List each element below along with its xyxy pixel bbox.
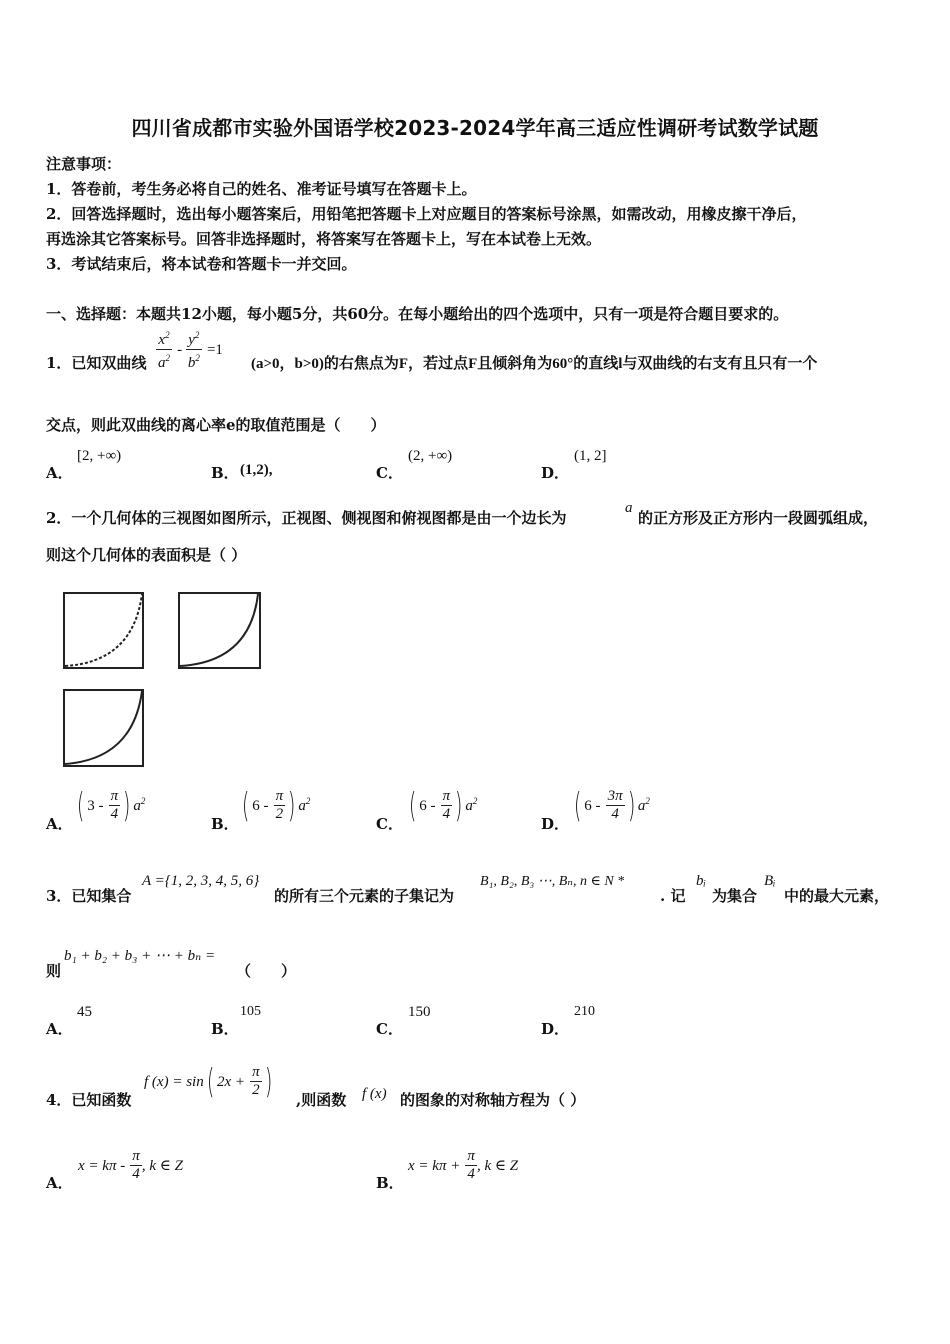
- q2-option-value: ( 6 - $\frac{\pi}{2}$ ) $a^2$: [241, 785, 311, 826]
- q2-option-label: A．: [46, 815, 73, 833]
- notice-item: 再选涂其它答案标号。回答非选择题时，将答案写在答题卡上，写在本试卷上无效。: [46, 230, 602, 248]
- notice-heading: 注意事项：: [46, 155, 122, 173]
- top-view-arc: [65, 691, 142, 765]
- q3-option-label: D．: [541, 1020, 570, 1038]
- q1-option-label: D．: [541, 464, 570, 482]
- q4-option-value: x = kπ - $\frac{\pi}{4}$ , k ∈ Z: [78, 1148, 183, 1182]
- q1-option-label: C．: [376, 464, 403, 482]
- q2-line1a: 2．一个几何体的三视图如图所示，正视图、侧视图和俯视图都是由一个边长为: [46, 509, 567, 527]
- q2-option-value: ( 3 - $\frac{\pi}{4}$ ) $a^2$: [76, 785, 146, 826]
- q3-line2b: （ ）: [236, 962, 297, 980]
- q3-option-label: C．: [376, 1020, 403, 1038]
- front-view-arc: [65, 594, 142, 667]
- q4-option-label: B．: [376, 1174, 404, 1192]
- q1-option-value: (2, +∞): [408, 448, 453, 464]
- q2-option-value: ( 6 - $\frac{3\pi}{4}$ ) $a^2$: [573, 785, 650, 826]
- q3-sum: b₁ + b₂ + b₃ + ⋯ + bₙ =: [64, 948, 216, 964]
- q3-option-value: 45: [77, 1004, 92, 1020]
- q3-dot: . 记: [660, 887, 686, 905]
- q2-option-value: ( 6 - $\frac{\pi}{4}$ ) $a^2$: [408, 785, 478, 826]
- q4-end: 的图象的对称轴方程为（ ）: [400, 1091, 586, 1109]
- q3-option-value: 105: [240, 1004, 261, 1019]
- q3-prefix: 3．已知集合: [46, 887, 132, 905]
- notice-item: 3．考试结束后，将本试卷和答题卡一并交回。: [46, 255, 357, 273]
- q1-option-label: A．: [46, 464, 73, 482]
- q3-subsets: B₁, B₂, B₃ ⋯, Bₙ, n ∈ N *: [480, 874, 625, 889]
- q3-option-label: B．: [211, 1020, 239, 1038]
- q2-var: a: [625, 500, 633, 516]
- q3-option-label: A．: [46, 1020, 73, 1038]
- q1-line2: 交点，则此双曲线的离心率e的取值范围是（ ）: [46, 416, 386, 434]
- side-view-arc: [180, 594, 259, 667]
- q3-end: 中的最大元素，: [784, 887, 890, 905]
- notice-item: 2．回答选择题时，选出每小题答案后，用铅笔把答题卡上对应题目的答案标号涂黑，如需改动，用橡皮擦干净后，: [46, 205, 807, 223]
- q1-option-value: (1, 2]: [574, 448, 607, 464]
- q1-hyperbola-equation: $\frac{x^2}{a^2}$ - $\frac{y^2}{b^2}$ =1: [156, 327, 223, 372]
- q4-option-label: A．: [46, 1174, 73, 1192]
- q1-prefix: 1．已知双曲线: [46, 354, 147, 372]
- q4-function: f (x) = sin( 2x + $\frac{\pi}{2}$ ): [144, 1061, 272, 1102]
- q3-option-value: 150: [408, 1004, 431, 1020]
- q3-line2a: 则: [46, 962, 62, 980]
- q3-set: A ={1, 2, 3, 4, 5, 6}: [142, 873, 260, 889]
- q1-option-label: B．: [211, 464, 239, 482]
- page-title: 四川省成都市实验外国语学校2023-2024学年高三适应性调研考试数学试题: [131, 116, 819, 140]
- q4-option-value: x = kπ + $\frac{\pi}{4}$ , k ∈ Z: [408, 1148, 519, 1182]
- q4-fx: f (x): [362, 1086, 387, 1102]
- q3-option-value: 210: [574, 1004, 595, 1019]
- section-heading: 一、选择题：本题共12小题，每小题5分，共60分。在每小题给出的四个选项中，只有一项是符合题目要求的。: [46, 305, 789, 323]
- q3-mid: 的所有三个元素的子集记为: [274, 887, 455, 905]
- notice-item: 1．答卷前，考生务必将自己的姓名、准考证号填写在答题卡上。: [46, 180, 477, 198]
- q2-line1b: 的正方形及正方形内一段圆弧组成，: [638, 509, 879, 527]
- q1-option-value: [2, +∞): [77, 448, 122, 464]
- q2-option-label: D．: [541, 815, 570, 833]
- q4-prefix: 4．已知函数: [46, 1091, 132, 1109]
- q1-option-value: (1,2),: [240, 462, 273, 478]
- q2-option-label: C．: [376, 815, 403, 833]
- q4-mid: ,则函数: [296, 1091, 347, 1109]
- q3-bi: bᵢ: [696, 873, 706, 889]
- q2-line2: 则这个几何体的表面积是（ ）: [46, 546, 247, 564]
- q3-Bi: Bᵢ: [764, 873, 776, 889]
- q1-condition: (a>0，b>0)的右焦点为F，若过点F且倾斜角为60°的直线l与双曲线的右支有且只有一个: [251, 356, 818, 372]
- q3-mid2: 为集合: [712, 887, 758, 905]
- q2-option-label: B．: [211, 815, 239, 833]
